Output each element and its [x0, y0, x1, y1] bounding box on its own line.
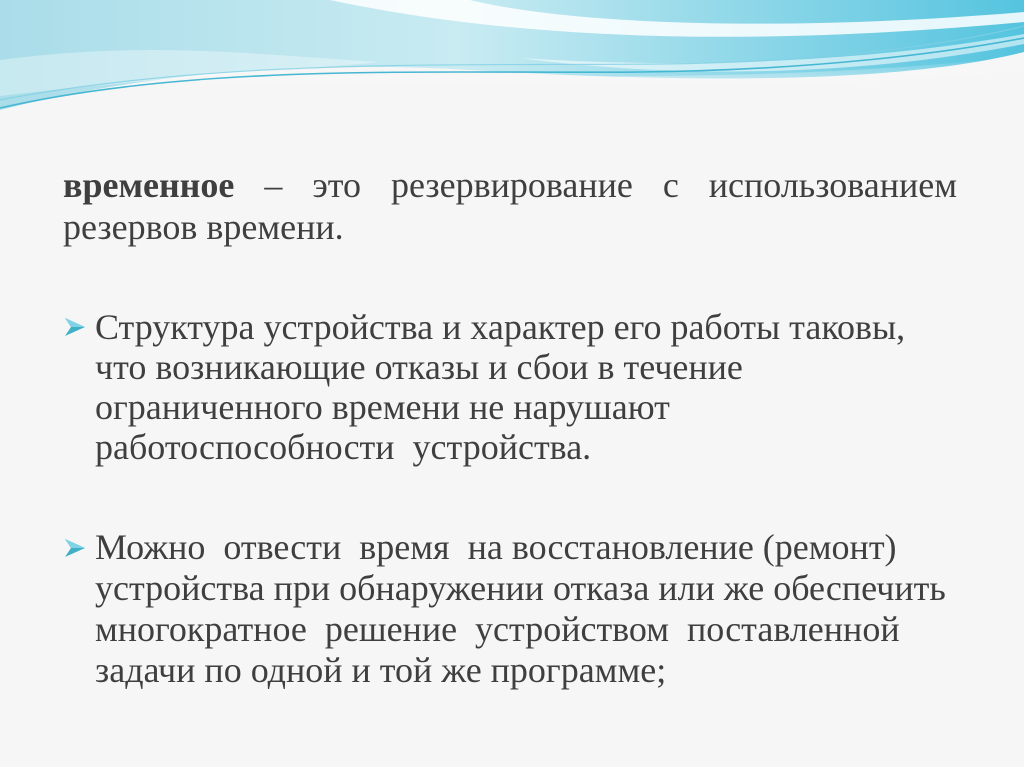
bullet-line: многократное решение устройством поставленной: [95, 609, 900, 649]
bullet-line: задачи по одной и той же программе;: [95, 650, 667, 690]
bullet-line: ограниченного времени не нарушают: [95, 387, 670, 427]
bullet-line: устройства при обнаружении отказа или же обеспечить: [95, 568, 946, 608]
arrow-bullet-icon: [63, 316, 87, 338]
definition-term: временное: [63, 165, 235, 205]
arrow-bullet-icon: [63, 537, 87, 559]
definition-line: резервов времени.: [63, 207, 344, 247]
bullet-line: Можно отвести время на восстановление (ремонт): [95, 527, 897, 567]
definition-line: [63, 164, 957, 206]
bullet-line: что возникающие отказы и сбои в течение: [95, 347, 743, 387]
definition-paragraph: [63, 164, 957, 248]
bullet-line: работоспособности устройства.: [95, 427, 592, 467]
top-wave-decoration: [0, 0, 1024, 125]
definition-text: – это резервирование с использованием: [264, 165, 958, 205]
bullet-text: [95, 527, 946, 691]
bullet-text: [95, 307, 905, 467]
bullet-line: Структура устройства и характер его работы таковы,: [95, 307, 906, 347]
